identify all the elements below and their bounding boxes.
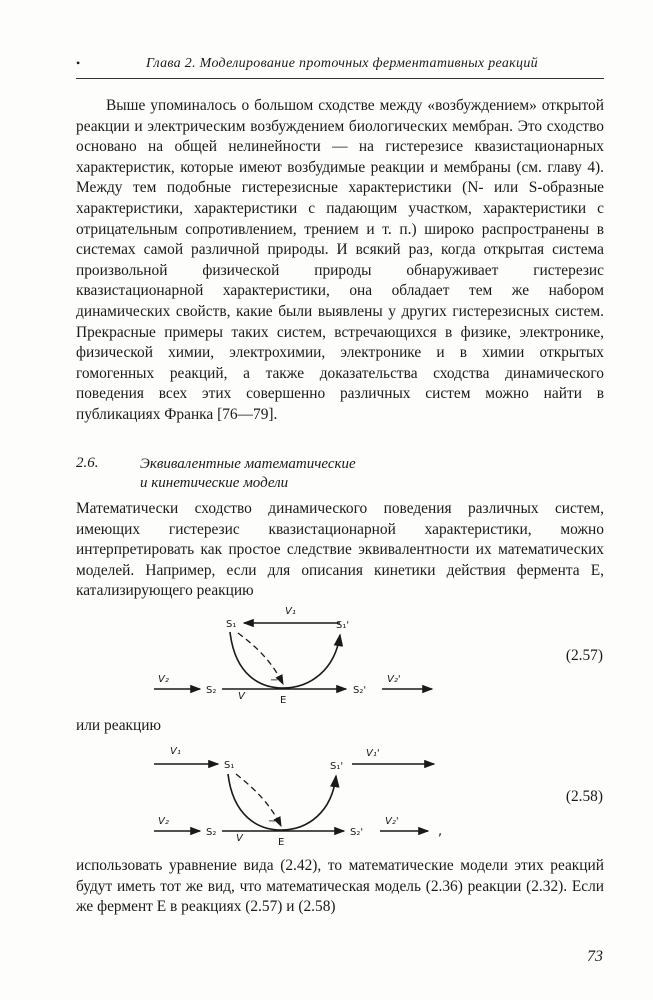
eq58-s1: S₁	[224, 760, 235, 771]
paragraph-4: использовать уравнение вида (2.42), то математические модели этих реакций будут иметь тот же вид, что математическая модель (2.36) реакции (2.32). Если же фермент E в реакциях (2.57) и (2.58)	[76, 857, 604, 916]
eq57-s2: S₂	[206, 685, 217, 696]
eq58-v-label: V	[236, 833, 243, 844]
eq57-v2-label: V₂	[158, 674, 169, 685]
eq58-v2-label: V₂	[158, 816, 169, 827]
eq58-e: E	[278, 837, 285, 848]
paragraph-1: Выше упоминалось о большом сходстве между «возбуждением» открытой реакции и электрическим возбуждением биологических мембран. Это сходство основано на общей нелинейности — на гистерезисе квазистационарных характеристик, которые имеют возбудимые реакции и мембраны (см. главу 4). Между тем подобные гистерезисные характеристики (N- или S-образные характеристики, характеристики с падающим участком, характеристики с отрицательным сопротивлением, трением и т. п.) широко распространены в системах самой различной природы. И всякий раз, когда открытая система произвольной физической природы обнаруживает гистерезис квазистационарной характеристики, она обладает тем же набором динамических свойств, какие были выявлены у других гистерезисных систем. Прекрасные примеры таких систем, встречающихся в физике, электронике, физической химии, электрохимии, электронике и в химии открытых гомогенных реакций, а также доказательства сходства динамического поведения всех этих совершенно различных систем можно найти в публикациях Франка [76—79].	[76, 97, 604, 423]
eq57-v2p-label: V₂'	[387, 674, 401, 685]
eq57-minus: −	[270, 675, 279, 686]
eq57-v-label: V	[238, 691, 245, 702]
equation-number-2-57: (2.57)	[565, 647, 603, 664]
eq57-s1-prime: S₁'	[336, 620, 350, 631]
eq58-v2p-label: V₂'	[385, 816, 399, 827]
paragraph-3: или реакцию	[76, 717, 161, 734]
eq58-s2: S₂	[206, 827, 217, 838]
eq57-e: E	[280, 695, 287, 706]
header-rule	[76, 78, 604, 79]
eq57-v1-label: V₁	[285, 606, 296, 617]
section-title-line-2: и кинетические модели	[140, 475, 289, 491]
eq57-arc-e-to-s1p	[283, 635, 340, 688]
eq58-arc-e-to-s1p	[281, 776, 336, 830]
reaction-scheme-2-57	[140, 600, 460, 708]
eq58-v1-label: V₁	[170, 746, 181, 757]
eq57-s2-prime: S₂'	[353, 685, 367, 696]
paragraph-2: Математически сходство динамического поведения различных систем, имеющих гистерезис квазистационарной характеристики, можно интерпретировать как простое следствие эквивалентности их математических моделей. Например, если для описания кинетики действия фермента E, катализирующего реакцию	[76, 500, 604, 600]
eq58-s2-prime: S₂'	[350, 827, 364, 838]
eq57-s1: S₁	[226, 619, 237, 630]
eq58-v1p-label: V₁'	[366, 748, 380, 759]
eq58-minus: −	[268, 816, 277, 827]
section-number: 2.6.	[76, 455, 99, 471]
reaction-scheme-2-58	[140, 742, 460, 850]
page-number: 73	[587, 948, 603, 965]
header-mark: •	[76, 56, 81, 70]
section-title	[140, 455, 560, 493]
section-title-line-1: Эквивалентные математические	[140, 456, 356, 472]
chapter-title: Глава 2. Моделирование проточных ферментативных реакций	[146, 56, 538, 71]
eq58-s1-prime: S₁'	[330, 761, 344, 772]
eq58-comma: ,	[438, 824, 443, 839]
equation-number-2-58: (2.58)	[565, 788, 603, 805]
